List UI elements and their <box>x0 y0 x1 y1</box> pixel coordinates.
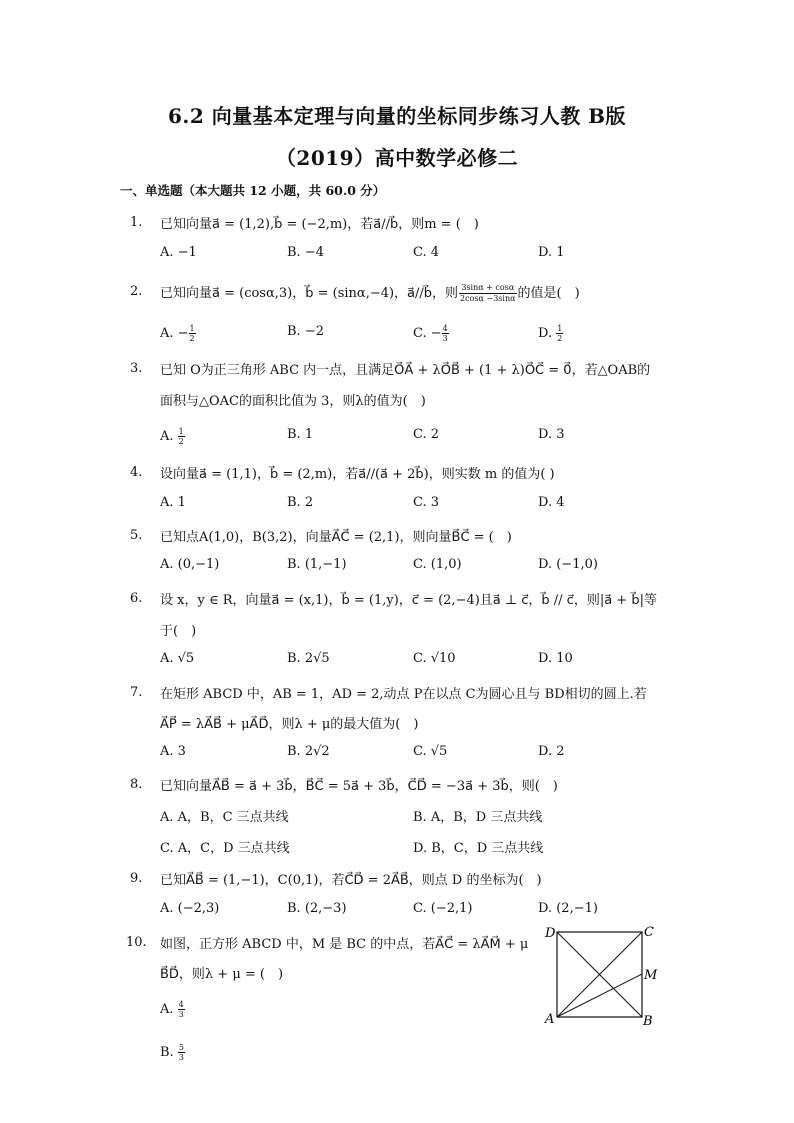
option-a-label: A. <box>160 429 178 444</box>
fraction <box>556 324 563 343</box>
fraction-denominator: 2 <box>557 334 563 343</box>
question-number: 1. <box>130 215 143 230</box>
option-a: A. 1 <box>160 495 186 510</box>
option-c: C. 4 <box>413 245 440 260</box>
label-m: M <box>644 968 658 983</box>
section-heading: 一、单选题（本大题共 12 小题，共 60.0 分） <box>120 183 386 198</box>
fraction <box>442 324 449 343</box>
option-c-label: C. − <box>413 326 442 341</box>
question-number: 6. <box>130 591 143 606</box>
fraction-denominator: 2cosα −3sinα <box>460 294 516 303</box>
option-b: B. 2√2 <box>287 744 330 759</box>
question-number: 8. <box>130 777 143 792</box>
question-text-continued: 于( ) <box>160 624 197 639</box>
option-d: D. (2,−1) <box>538 901 598 916</box>
option-b-label: B. <box>160 1045 178 1060</box>
option-b: B. (1,−1) <box>287 557 347 572</box>
option-a-label: A. − <box>160 326 189 341</box>
option-c: C. (1,0) <box>413 557 462 572</box>
question-text: 设向量a⃗ = (1,1)，b⃗ = (2,m)，若a⃗//(a⃗ + 2b⃗)，则实数 m 的值为( ) <box>160 467 555 482</box>
option-b: B. −4 <box>287 245 324 260</box>
option-a: A. √5 <box>160 651 195 666</box>
fraction-denominator: 3 <box>178 1010 184 1019</box>
fraction <box>178 1000 185 1019</box>
fraction-numerator: 1 <box>189 324 195 333</box>
fraction <box>178 427 185 446</box>
fraction-numerator: 1 <box>557 324 563 333</box>
option-a-label: A. <box>160 1002 178 1017</box>
question-number: 9. <box>130 871 143 886</box>
option-d: D. 3 <box>538 427 565 442</box>
fraction-numerator: 1 <box>178 427 184 436</box>
question-text: 已知点A(1,0)，B(3,2)，向量A⃗C⃗ = (2,1)，则向量B⃗C⃗ = ( ) <box>160 530 512 545</box>
question-number: 2. <box>130 284 143 299</box>
question-text: 已知 O为正三角形 ABC 内一点，且满足O⃗A⃗ + λO⃗B⃗ + (1 + λ)O⃗C⃗ = 0⃗，若△OAB的 <box>160 363 651 378</box>
option-a <box>160 1000 185 1019</box>
option-d: D. (−1,0) <box>538 557 598 572</box>
option-a <box>160 324 196 343</box>
option-a: A. 3 <box>160 744 186 759</box>
question-text-continued: B⃗D⃗，则λ + μ = ( ) <box>160 967 284 982</box>
question-text-continued: A⃗P⃗ = λA⃗B⃗ + μA⃗D⃗，则λ + μ的最大值为( ) <box>160 717 419 732</box>
square-figure <box>540 924 670 1029</box>
question-text <box>160 282 580 304</box>
option-d: D. B，C，D 三点共线 <box>413 841 544 856</box>
question-text: 如图，正方形 ABCD 中，M 是 BC 的中点，若A⃗C⃗ = λA⃗M⃗ + μ <box>160 937 529 952</box>
option-c: C. 3 <box>413 495 440 510</box>
fraction-denominator: 3 <box>442 334 448 343</box>
question-text: 已知向量a⃗ = (1,2),b⃗ = (−2,m)，若a⃗//b⃗，则m = ( ) <box>160 217 479 232</box>
option-d-label: D. <box>538 326 557 341</box>
fraction-numerator: 4 <box>442 324 448 333</box>
option-b: B. 1 <box>287 427 314 442</box>
title-line-2: （2019）高中数学必修二 <box>275 146 519 170</box>
label-b: B <box>643 1014 653 1029</box>
segment-am <box>557 974 642 1017</box>
option-d: D. 4 <box>538 495 565 510</box>
option-b: B. 2 <box>287 495 314 510</box>
fraction-numerator: 4 <box>178 1000 184 1009</box>
fraction <box>459 283 516 304</box>
option-d: D. 10 <box>538 651 573 666</box>
option-b: B. −2 <box>287 324 324 339</box>
question-text-continued: 面积与△OAC的面积比值为 3，则λ的值为( ) <box>160 394 426 409</box>
question-text: 已知向量A⃗B⃗ = a⃗ + 3b⃗，B⃗C⃗ = 5a⃗ + 3b⃗，C⃗D⃗ = −3a⃗ + 3b⃗，则( ) <box>160 779 558 794</box>
option-c: C. A，C，D 三点共线 <box>160 841 290 856</box>
option-a: A. (−2,3) <box>160 901 220 916</box>
title-line-1: 6.2 向量基本定理与向量的坐标同步练习人教 B版 <box>167 104 627 128</box>
option-c: C. (−2,1) <box>413 901 473 916</box>
fraction-denominator: 2 <box>178 437 184 446</box>
option-a: A. A，B，C 三点共线 <box>160 810 289 825</box>
option-b: B. A，B，D 三点共线 <box>413 810 543 825</box>
option-a <box>160 427 185 446</box>
fraction-denominator: 2 <box>189 334 195 343</box>
fraction <box>189 324 196 343</box>
fraction <box>178 1043 185 1062</box>
label-a: A <box>545 1012 555 1027</box>
option-b: B. 2√5 <box>287 651 330 666</box>
question-number: 10. <box>126 935 147 950</box>
fraction-numerator: 3sinα + cosα <box>459 283 516 294</box>
option-d: D. 1 <box>538 245 565 260</box>
option-b <box>160 1043 185 1062</box>
label-c: C <box>644 925 654 940</box>
option-c <box>413 324 449 343</box>
question-text-tail: 的值是( ) <box>517 286 580 301</box>
option-c: C. √5 <box>413 744 448 759</box>
question-number: 3. <box>130 361 143 376</box>
question-text: 在矩形 ABCD 中，AB = 1，AD = 2,动点 P在以点 C为圆心且与 BD相切的圆上.若 <box>160 687 647 702</box>
option-c: C. 2 <box>413 427 440 442</box>
option-d <box>538 324 563 343</box>
question-number: 7. <box>130 685 143 700</box>
question-text: 已知A⃗B⃗ = (1,−1)，C(0,1)，若C⃗D⃗ = 2A⃗B⃗，则点 D 的坐标为( ) <box>160 873 542 888</box>
fraction-numerator: 5 <box>178 1043 184 1052</box>
option-d: D. 2 <box>538 744 565 759</box>
label-d: D <box>545 926 556 941</box>
question-number: 5. <box>130 528 143 543</box>
fraction-denominator: 3 <box>178 1053 184 1062</box>
option-a: A. (0,−1) <box>160 557 220 572</box>
option-b: B. (2,−3) <box>287 901 347 916</box>
question-number: 4. <box>130 465 143 480</box>
question-text-head: 已知向量a⃗ = (cosα,3)，b⃗ = (sinα,−4)，a⃗//b⃗，则 <box>160 286 459 301</box>
option-a: A. −1 <box>160 245 197 260</box>
option-c: C. √10 <box>413 651 456 666</box>
question-text: 设 x，y ∈ R，向量a⃗ = (x,1)，b⃗ = (1,y)，c⃗ = (2,−4)且a⃗ ⊥ c⃗，b⃗ // c⃗，则|a⃗ + b⃗|等 <box>160 593 657 608</box>
